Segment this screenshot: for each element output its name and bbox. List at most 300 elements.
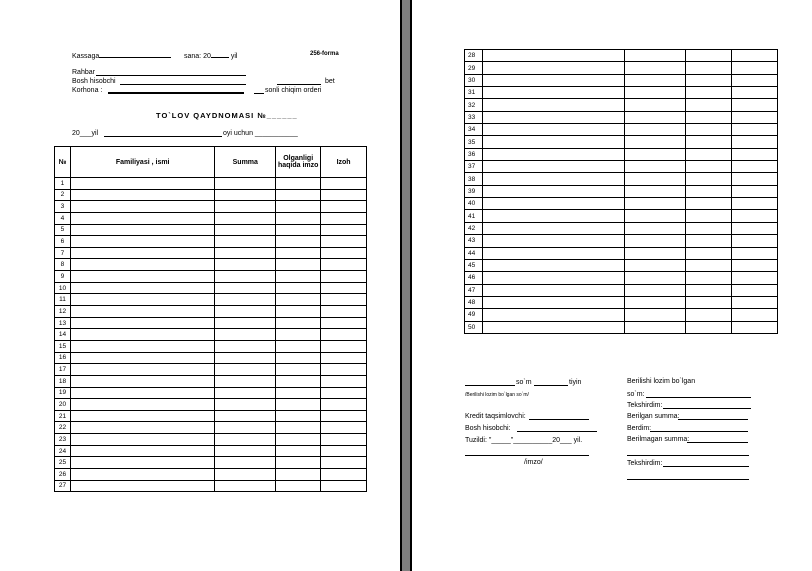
signature-cell[interactable]: [686, 62, 732, 74]
row-number: 18: [55, 375, 71, 387]
name-cell[interactable]: [482, 148, 625, 160]
name-cell[interactable]: [70, 306, 214, 318]
rahbar-label: Rahbar: [72, 69, 95, 76]
sum-cell[interactable]: [625, 296, 686, 308]
table-row: [55, 399, 367, 411]
sum-cell[interactable]: [215, 178, 276, 190]
name-cell[interactable]: [482, 272, 625, 284]
name-cell[interactable]: [70, 410, 214, 422]
signature-cell[interactable]: [686, 321, 732, 333]
name-cell[interactable]: [70, 469, 214, 481]
sum-cell[interactable]: [625, 309, 686, 321]
note-cell[interactable]: [732, 161, 778, 173]
name-cell[interactable]: [482, 259, 625, 271]
note-cell[interactable]: [321, 410, 367, 422]
signature-cell[interactable]: [276, 294, 321, 306]
note-cell[interactable]: [321, 247, 367, 259]
table-row: [465, 99, 778, 111]
row-number: 39: [465, 185, 483, 197]
note-cell[interactable]: [321, 271, 367, 283]
name-cell[interactable]: [70, 236, 214, 248]
name-cell[interactable]: [70, 422, 214, 434]
signature-cell[interactable]: [686, 111, 732, 123]
signature-cell[interactable]: [276, 445, 321, 457]
name-cell[interactable]: [70, 329, 214, 341]
table-row: [55, 340, 367, 352]
signature-cell[interactable]: [276, 352, 321, 364]
signature-cell[interactable]: [686, 210, 732, 222]
row-number: 35: [465, 136, 483, 148]
name-cell[interactable]: [482, 124, 625, 136]
row-number: 24: [55, 445, 71, 457]
table-row: [465, 173, 778, 185]
note-cell[interactable]: [321, 340, 367, 352]
table-row: [55, 317, 367, 329]
row-number: 15: [55, 340, 71, 352]
row-number: 45: [465, 259, 483, 271]
signature-cell[interactable]: [686, 185, 732, 197]
note-cell[interactable]: [321, 387, 367, 399]
name-cell[interactable]: [70, 317, 214, 329]
name-cell[interactable]: [70, 375, 214, 387]
table-row: [55, 178, 367, 190]
sum-cell[interactable]: [625, 284, 686, 296]
note-cell[interactable]: [321, 306, 367, 318]
table-row: [55, 236, 367, 248]
name-cell[interactable]: [70, 259, 214, 271]
note-cell[interactable]: [732, 148, 778, 160]
sum-cell[interactable]: [625, 235, 686, 247]
note-cell[interactable]: [321, 201, 367, 213]
signature-cell[interactable]: [276, 410, 321, 422]
sum-cell[interactable]: [625, 198, 686, 210]
name-cell[interactable]: [482, 99, 625, 111]
row-number: 21: [55, 410, 71, 422]
sum-cell[interactable]: [215, 352, 276, 364]
bet-label: bet: [325, 78, 335, 85]
sum-cell[interactable]: [625, 148, 686, 160]
row-number: 46: [465, 272, 483, 284]
sum-cell[interactable]: [625, 74, 686, 86]
name-cell[interactable]: [70, 201, 214, 213]
table-row: [465, 259, 778, 271]
name-cell[interactable]: [482, 222, 625, 234]
signature-cell[interactable]: [276, 212, 321, 224]
note-cell[interactable]: [732, 173, 778, 185]
signature-cell[interactable]: [276, 247, 321, 259]
berilgan-summa-label: Berilgan summa:: [627, 413, 680, 420]
page-right: [410, 0, 812, 571]
row-number: 42: [465, 222, 483, 234]
note-cell[interactable]: [321, 469, 367, 481]
row-number: 16: [55, 352, 71, 364]
sum-cell[interactable]: [625, 173, 686, 185]
table-row: [55, 224, 367, 236]
signature-cell[interactable]: [686, 296, 732, 308]
note-cell[interactable]: [321, 236, 367, 248]
signature-cell[interactable]: [276, 178, 321, 190]
signature-cell[interactable]: [276, 236, 321, 248]
name-cell[interactable]: [482, 111, 625, 123]
sonli-chiqim-label: sonli chiqim orderi: [265, 87, 322, 94]
name-cell[interactable]: [70, 282, 214, 294]
tuzildi-label: Tuzildi: "_____"__________20___ yil.: [465, 437, 583, 444]
signature-cell[interactable]: [686, 272, 732, 284]
row-number: 32: [465, 99, 483, 111]
sum-cell[interactable]: [625, 62, 686, 74]
table-row: [55, 271, 367, 283]
row-number: 12: [55, 306, 71, 318]
signature-cell[interactable]: [686, 87, 732, 99]
note-cell[interactable]: [732, 111, 778, 123]
signature-cell[interactable]: [276, 189, 321, 201]
period-suffix: oyi uchun ___________: [223, 130, 298, 137]
signature-cell[interactable]: [686, 161, 732, 173]
sum-cell[interactable]: [215, 317, 276, 329]
name-cell[interactable]: [70, 457, 214, 469]
name-cell[interactable]: [482, 136, 625, 148]
sum-cell[interactable]: [215, 445, 276, 457]
sum-cell[interactable]: [215, 399, 276, 411]
sum-cell[interactable]: [215, 375, 276, 387]
sum-cell[interactable]: [215, 224, 276, 236]
note-cell[interactable]: [321, 352, 367, 364]
row-number: 20: [55, 399, 71, 411]
signature-cell[interactable]: [686, 259, 732, 271]
signature-cell[interactable]: [686, 173, 732, 185]
signature-cell[interactable]: [686, 222, 732, 234]
name-cell[interactable]: [482, 50, 625, 62]
name-cell[interactable]: [70, 294, 214, 306]
row-number: 44: [465, 247, 483, 259]
signature-cell[interactable]: [276, 375, 321, 387]
table-row: [55, 306, 367, 318]
forma-label: 256-forma: [310, 51, 339, 57]
table-row: [55, 375, 367, 387]
note-cell[interactable]: [732, 50, 778, 62]
signature-cell[interactable]: [276, 457, 321, 469]
note-cell[interactable]: [732, 198, 778, 210]
name-cell[interactable]: [482, 284, 625, 296]
sum-cell[interactable]: [625, 185, 686, 197]
table-row: [465, 198, 778, 210]
name-cell[interactable]: [482, 87, 625, 99]
sum-cell[interactable]: [625, 210, 686, 222]
name-cell[interactable]: [482, 235, 625, 247]
row-number: 14: [55, 329, 71, 341]
row-number: 36: [465, 148, 483, 160]
table-row: [55, 457, 367, 469]
name-cell[interactable]: [482, 321, 625, 333]
note-cell[interactable]: [321, 434, 367, 446]
tiyin-label: tiyin: [569, 379, 582, 386]
row-number: 33: [465, 111, 483, 123]
berdim-label: Berdim:: [627, 425, 652, 432]
sum-cell[interactable]: [625, 136, 686, 148]
signature-cell[interactable]: [686, 124, 732, 136]
col-sum-header: Summa: [215, 147, 276, 178]
signature-cell[interactable]: [686, 136, 732, 148]
signature-cell[interactable]: [276, 201, 321, 213]
sum-cell[interactable]: [625, 124, 686, 136]
note-cell[interactable]: [321, 480, 367, 492]
signature-cell[interactable]: [276, 224, 321, 236]
payment-table-continued: [464, 49, 778, 334]
sum-cell[interactable]: [215, 364, 276, 376]
row-number: 6: [55, 236, 71, 248]
signature-cell[interactable]: [686, 50, 732, 62]
sum-cell[interactable]: [625, 111, 686, 123]
sum-cell[interactable]: [625, 247, 686, 259]
note-cell[interactable]: [321, 178, 367, 190]
note-cell[interactable]: [321, 212, 367, 224]
table-row: [55, 422, 367, 434]
row-number: 10: [55, 282, 71, 294]
note-cell[interactable]: [732, 321, 778, 333]
name-cell[interactable]: [70, 212, 214, 224]
note-cell[interactable]: [732, 222, 778, 234]
imzo-label: /imzo/: [524, 459, 543, 466]
table-row: [55, 445, 367, 457]
signature-cell[interactable]: [686, 74, 732, 86]
note-cell[interactable]: [732, 235, 778, 247]
table-row: [465, 50, 778, 62]
sum-cell[interactable]: [215, 282, 276, 294]
sum-cell[interactable]: [215, 259, 276, 271]
note-cell[interactable]: [321, 364, 367, 376]
name-cell[interactable]: [482, 173, 625, 185]
note-cell[interactable]: [321, 224, 367, 236]
row-number: 49: [465, 309, 483, 321]
name-cell[interactable]: [482, 296, 625, 308]
note-cell[interactable]: [321, 399, 367, 411]
sum-cell[interactable]: [215, 201, 276, 213]
name-cell[interactable]: [70, 434, 214, 446]
table-row: [55, 282, 367, 294]
name-cell[interactable]: [70, 445, 214, 457]
name-cell[interactable]: [70, 387, 214, 399]
note-cell[interactable]: [732, 87, 778, 99]
sum-cell[interactable]: [215, 236, 276, 248]
table-row: [465, 272, 778, 284]
signature-cell[interactable]: [686, 198, 732, 210]
name-cell[interactable]: [482, 62, 625, 74]
row-number: 9: [55, 271, 71, 283]
sum-cell[interactable]: [215, 247, 276, 259]
name-cell[interactable]: [70, 189, 214, 201]
name-cell[interactable]: [70, 340, 214, 352]
sum-cell[interactable]: [215, 387, 276, 399]
note-cell[interactable]: [732, 296, 778, 308]
name-cell[interactable]: [70, 364, 214, 376]
name-cell[interactable]: [482, 74, 625, 86]
sum-cell[interactable]: [215, 340, 276, 352]
col-name-header: Familiyasi , ismi: [70, 147, 214, 178]
sum-cell[interactable]: [215, 480, 276, 492]
sum-cell[interactable]: [625, 50, 686, 62]
name-cell[interactable]: [482, 198, 625, 210]
table-row: [55, 480, 367, 492]
table-row: [465, 321, 778, 333]
signature-cell[interactable]: [276, 282, 321, 294]
signature-cell[interactable]: [276, 271, 321, 283]
name-cell[interactable]: [70, 247, 214, 259]
name-cell[interactable]: [482, 185, 625, 197]
note-cell[interactable]: [321, 422, 367, 434]
note-cell[interactable]: [732, 99, 778, 111]
table-row: [55, 410, 367, 422]
note-cell[interactable]: [732, 284, 778, 296]
sum-cell[interactable]: [215, 306, 276, 318]
row-number: 23: [55, 434, 71, 446]
table-row: [55, 294, 367, 306]
signature-cell[interactable]: [276, 329, 321, 341]
table-row: [465, 309, 778, 321]
note-cell[interactable]: [732, 185, 778, 197]
signature-cell[interactable]: [276, 306, 321, 318]
som-colon-label: so`m:: [627, 391, 645, 398]
sum-cell[interactable]: [215, 422, 276, 434]
name-cell[interactable]: [70, 178, 214, 190]
col-signature-header: Olganligi haqida imzo: [276, 147, 321, 178]
row-number: 48: [465, 296, 483, 308]
signature-cell[interactable]: [686, 99, 732, 111]
note-cell[interactable]: [321, 259, 367, 271]
berilishi-label: Berilishi lozim bo`lgan: [627, 378, 696, 385]
note-cell[interactable]: [321, 457, 367, 469]
note-cell[interactable]: [732, 272, 778, 284]
name-cell[interactable]: [70, 399, 214, 411]
note-cell[interactable]: [321, 189, 367, 201]
sum-cell[interactable]: [215, 410, 276, 422]
table-row: [465, 148, 778, 160]
page-left: [0, 0, 402, 571]
name-cell[interactable]: [70, 224, 214, 236]
table-row: [55, 434, 367, 446]
signature-cell[interactable]: [276, 340, 321, 352]
signature-cell[interactable]: [686, 247, 732, 259]
note-cell[interactable]: [732, 210, 778, 222]
payment-table: [54, 146, 367, 492]
name-cell[interactable]: [482, 309, 625, 321]
sum-cell[interactable]: [215, 457, 276, 469]
row-number: 31: [465, 87, 483, 99]
name-cell[interactable]: [482, 161, 625, 173]
sum-cell[interactable]: [625, 87, 686, 99]
signature-cell[interactable]: [276, 387, 321, 399]
signature-cell[interactable]: [686, 148, 732, 160]
sum-cell[interactable]: [215, 212, 276, 224]
bosh-hisobchi-label: Bosh hisobchi: [72, 78, 116, 85]
sum-cell[interactable]: [215, 189, 276, 201]
note-cell[interactable]: [321, 282, 367, 294]
note-cell[interactable]: [321, 445, 367, 457]
note-cell[interactable]: [321, 294, 367, 306]
note-cell[interactable]: [732, 247, 778, 259]
signature-cell[interactable]: [276, 259, 321, 271]
period-prefix: 20___yil: [72, 130, 99, 137]
signature-cell[interactable]: [276, 434, 321, 446]
note-cell[interactable]: [732, 309, 778, 321]
sum-cell[interactable]: [625, 222, 686, 234]
row-number: 22: [55, 422, 71, 434]
note-cell[interactable]: [732, 62, 778, 74]
table-row: [55, 387, 367, 399]
col-note-header: Izoh: [321, 147, 367, 178]
note-cell[interactable]: [321, 329, 367, 341]
row-number: 26: [55, 469, 71, 481]
row-number: 25: [55, 457, 71, 469]
signature-cell[interactable]: [686, 284, 732, 296]
row-number: 28: [465, 50, 483, 62]
sum-cell[interactable]: [625, 161, 686, 173]
name-cell[interactable]: [482, 210, 625, 222]
note-cell[interactable]: [732, 74, 778, 86]
sum-cell[interactable]: [215, 434, 276, 446]
row-number: 11: [55, 294, 71, 306]
row-number: 43: [465, 235, 483, 247]
table-row: [465, 136, 778, 148]
signature-cell[interactable]: [276, 317, 321, 329]
sum-cell[interactable]: [625, 259, 686, 271]
korhona-label: Korhona :: [72, 87, 103, 94]
note-cell[interactable]: [321, 317, 367, 329]
signature-cell[interactable]: [276, 399, 321, 411]
sum-cell[interactable]: [625, 321, 686, 333]
sum-cell[interactable]: [215, 469, 276, 481]
sum-cell[interactable]: [625, 272, 686, 284]
sum-cell[interactable]: [215, 271, 276, 283]
signature-cell[interactable]: [686, 235, 732, 247]
table-row: [465, 222, 778, 234]
sum-cell[interactable]: [215, 294, 276, 306]
document-title: TO`LOV QAYDNOMASI №______: [156, 111, 298, 120]
tekshirdim-label-2: Tekshirdim:: [627, 460, 663, 467]
signature-cell[interactable]: [276, 469, 321, 481]
note-cell[interactable]: [732, 259, 778, 271]
name-cell[interactable]: [70, 271, 214, 283]
sum-cell[interactable]: [625, 99, 686, 111]
name-cell[interactable]: [482, 247, 625, 259]
table-row: [465, 235, 778, 247]
kassaga-label: Kassaga: [72, 50, 171, 61]
row-number: 47: [465, 284, 483, 296]
table-row: [465, 111, 778, 123]
sana-label: sana: 20 yil: [184, 50, 237, 61]
table-row: [55, 352, 367, 364]
table-row: [55, 201, 367, 213]
table-row: [465, 161, 778, 173]
row-number: 2: [55, 189, 71, 201]
row-number: 50: [465, 321, 483, 333]
signature-cell[interactable]: [276, 422, 321, 434]
note-cell[interactable]: [732, 136, 778, 148]
sum-cell[interactable]: [215, 329, 276, 341]
name-cell[interactable]: [70, 352, 214, 364]
name-cell[interactable]: [70, 480, 214, 492]
note-cell[interactable]: [732, 124, 778, 136]
note-cell[interactable]: [321, 375, 367, 387]
table-row: [55, 189, 367, 201]
row-number: 41: [465, 210, 483, 222]
row-number: 5: [55, 224, 71, 236]
signature-cell[interactable]: [276, 364, 321, 376]
row-number: 4: [55, 212, 71, 224]
table-row: [465, 185, 778, 197]
signature-cell[interactable]: [686, 309, 732, 321]
signature-cell[interactable]: [276, 480, 321, 492]
berilmagan-summa-label: Berilmagan summa:: [627, 436, 690, 443]
